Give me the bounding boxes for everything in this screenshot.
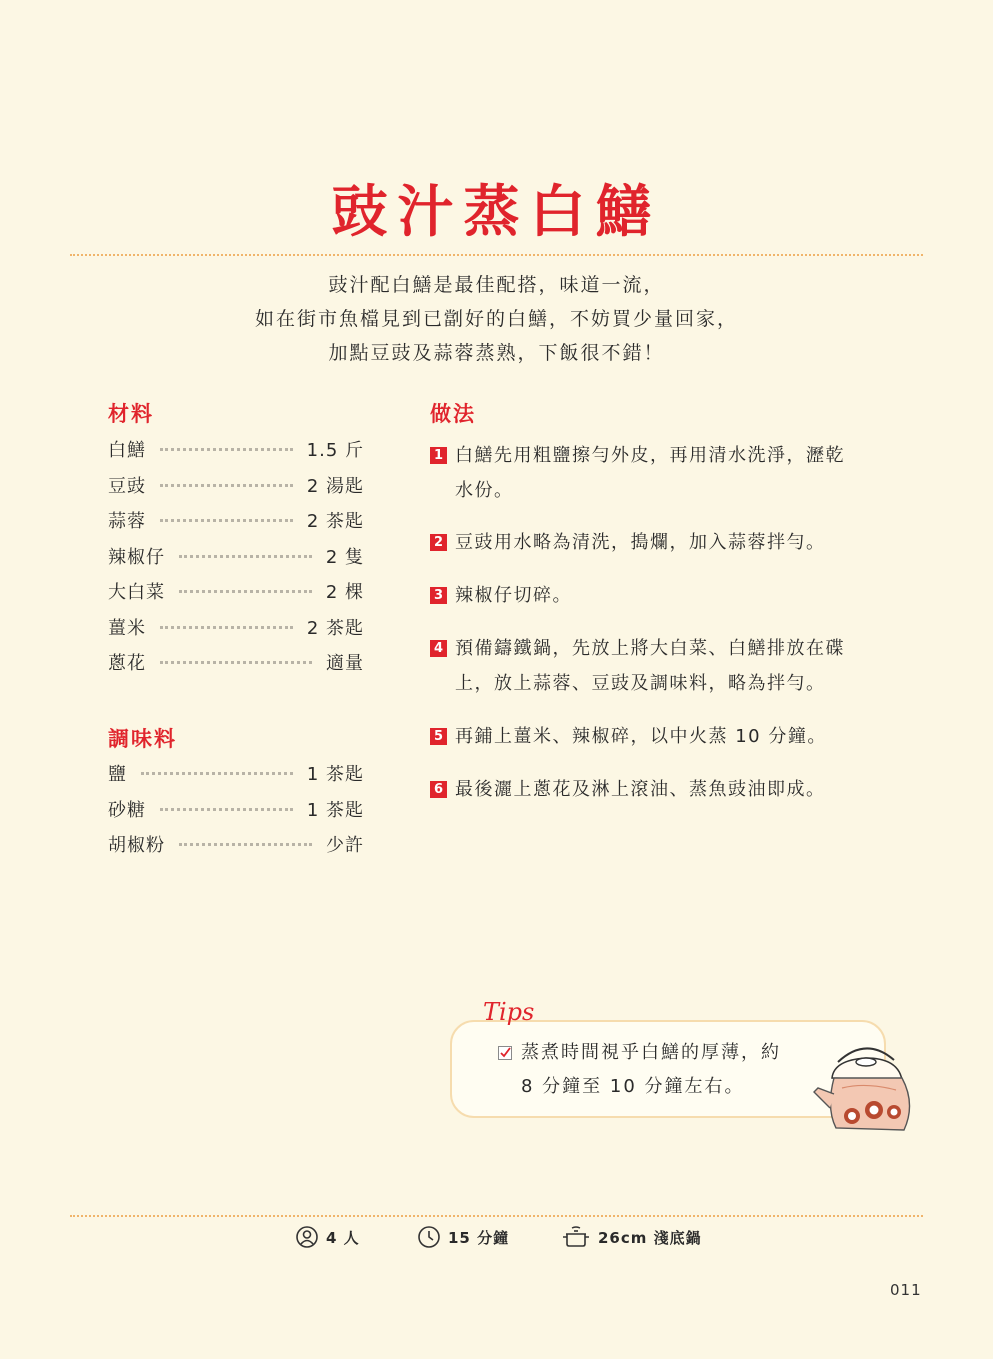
step-line: 再鋪上薑米、辣椒碎，以中火蒸 10 分鐘。 bbox=[455, 726, 827, 747]
ingredient-name: 白鱔 bbox=[108, 440, 146, 461]
ingredient-qty: 2 湯匙 bbox=[306, 475, 364, 497]
seasoning-row bbox=[108, 760, 364, 796]
step-line: 白鱔先用粗鹽擦勻外皮，再用清水洗淨，瀝乾 bbox=[455, 445, 845, 466]
recipe-title: 豉汁蒸白鱔 bbox=[331, 180, 662, 245]
step-text bbox=[455, 525, 880, 560]
ingredient-qty: 2 茶匙 bbox=[306, 511, 364, 532]
step-line: 預備鑄鐵鍋，先放上將大白菜、白鱔排放在碟 bbox=[455, 638, 845, 659]
leader-dots bbox=[179, 554, 312, 558]
leader-dots bbox=[160, 807, 293, 811]
method-heading: 做法 bbox=[430, 402, 476, 426]
method-step bbox=[430, 631, 880, 701]
ingredient-qty: 2 隻 bbox=[325, 546, 364, 568]
step-number-badge: 6 bbox=[430, 781, 447, 798]
tips-label: Tips bbox=[483, 998, 535, 1026]
ingredient-row bbox=[108, 472, 364, 508]
leader-dots bbox=[160, 625, 293, 629]
ingredient-row bbox=[108, 543, 364, 579]
seasoning-qty: 1 茶匙 bbox=[306, 799, 364, 821]
step-line: 豆豉用水略為清洗，搗爛，加入蒜蓉拌勻。 bbox=[455, 532, 826, 553]
leader-dots bbox=[160, 447, 293, 451]
leader-dots bbox=[160, 483, 293, 487]
step-text bbox=[455, 631, 880, 701]
clock-icon bbox=[418, 1226, 440, 1248]
ingredients-heading: 材料 bbox=[108, 402, 154, 426]
step-number-badge: 1 bbox=[430, 447, 447, 464]
seasoning-heading: 調味料 bbox=[108, 727, 177, 751]
step-number-badge: 2 bbox=[430, 534, 447, 551]
step-line: 水份。 bbox=[455, 480, 514, 501]
step-text bbox=[455, 772, 880, 807]
ingredient-row bbox=[108, 436, 364, 472]
ingredient-name: 辣椒仔 bbox=[108, 546, 165, 568]
seasoning-row bbox=[108, 831, 364, 867]
step-line: 最後灑上蔥花及淋上滾油、蒸魚豉油即成。 bbox=[455, 779, 826, 800]
top-divider bbox=[70, 254, 923, 256]
servings-text: 4 人 bbox=[326, 1228, 360, 1247]
intro-line: 豉汁配白鱔是最佳配搭，味道一流， bbox=[328, 274, 665, 296]
page-number: 011 bbox=[890, 1281, 922, 1299]
ingredient-name: 薑米 bbox=[108, 617, 146, 639]
ingredient-name: 蔥花 bbox=[108, 653, 146, 674]
method-step bbox=[430, 578, 880, 613]
step-text bbox=[455, 719, 880, 754]
servings-info bbox=[296, 1226, 360, 1248]
seasoning-name: 砂糖 bbox=[108, 799, 146, 821]
ingredient-row bbox=[108, 649, 364, 685]
ingredient-qty: 適量 bbox=[326, 653, 364, 674]
ingredient-name: 蒜蓉 bbox=[108, 511, 146, 532]
kettle-illustration bbox=[812, 1038, 922, 1138]
step-line: 辣椒仔切碎。 bbox=[455, 585, 572, 606]
seasoning-name: 鹽 bbox=[108, 764, 127, 785]
bottom-divider bbox=[70, 1215, 923, 1217]
ingredient-qty: 2 棵 bbox=[325, 582, 364, 603]
intro-line: 如在街市魚檔見到已劏好的白鱔，不妨買少量回家， bbox=[254, 308, 738, 330]
leader-dots bbox=[160, 660, 312, 664]
tips-line: 蒸煮時間視乎白鱔的厚薄，約 bbox=[521, 1042, 781, 1063]
seasoning-qty: 1 茶匙 bbox=[306, 764, 364, 785]
seasoning-row bbox=[108, 796, 364, 832]
pot-text: 26cm 淺底鍋 bbox=[598, 1228, 702, 1247]
pot-info bbox=[562, 1226, 702, 1248]
method-step bbox=[430, 772, 880, 807]
step-number-badge: 3 bbox=[430, 587, 447, 604]
method-step bbox=[430, 438, 880, 508]
step-text bbox=[455, 578, 880, 613]
ingredient-row bbox=[108, 614, 364, 650]
leader-dots bbox=[179, 842, 312, 846]
ingredient-qty: 1.5 斤 bbox=[306, 440, 364, 461]
ingredient-name: 大白菜 bbox=[108, 582, 165, 603]
seasoning-list bbox=[108, 760, 364, 867]
step-number-badge: 4 bbox=[430, 640, 447, 657]
step-line: 上，放上蒜蓉、豆豉及調味料，略為拌勻。 bbox=[455, 673, 826, 694]
time-info bbox=[418, 1226, 509, 1248]
intro-line: 加點豆豉及蒜蓉蒸熟，下飯很不錯！ bbox=[328, 342, 665, 364]
ingredient-name: 豆豉 bbox=[108, 475, 146, 497]
leader-dots bbox=[160, 518, 293, 522]
ingredient-row bbox=[108, 578, 364, 614]
seasoning-qty: 少許 bbox=[326, 835, 364, 856]
person-icon bbox=[296, 1226, 318, 1248]
step-number-badge: 5 bbox=[430, 728, 447, 745]
checkbox-icon bbox=[498, 1046, 512, 1060]
seasoning-name: 胡椒粉 bbox=[108, 835, 165, 856]
pot-icon bbox=[562, 1226, 590, 1248]
tips-text bbox=[521, 1036, 821, 1104]
method-steps bbox=[430, 438, 880, 807]
time-text: 15 分鐘 bbox=[448, 1228, 510, 1247]
ingredient-row bbox=[108, 507, 364, 543]
method-step bbox=[430, 525, 880, 560]
leader-dots bbox=[141, 771, 293, 775]
step-text bbox=[455, 438, 880, 508]
tips-line: 8 分鐘至 10 分鐘左右。 bbox=[521, 1076, 745, 1097]
leader-dots bbox=[179, 589, 312, 593]
ingredients-list bbox=[108, 436, 364, 685]
method-step bbox=[430, 719, 880, 754]
intro-text bbox=[0, 268, 993, 370]
ingredient-qty: 2 茶匙 bbox=[306, 617, 364, 639]
